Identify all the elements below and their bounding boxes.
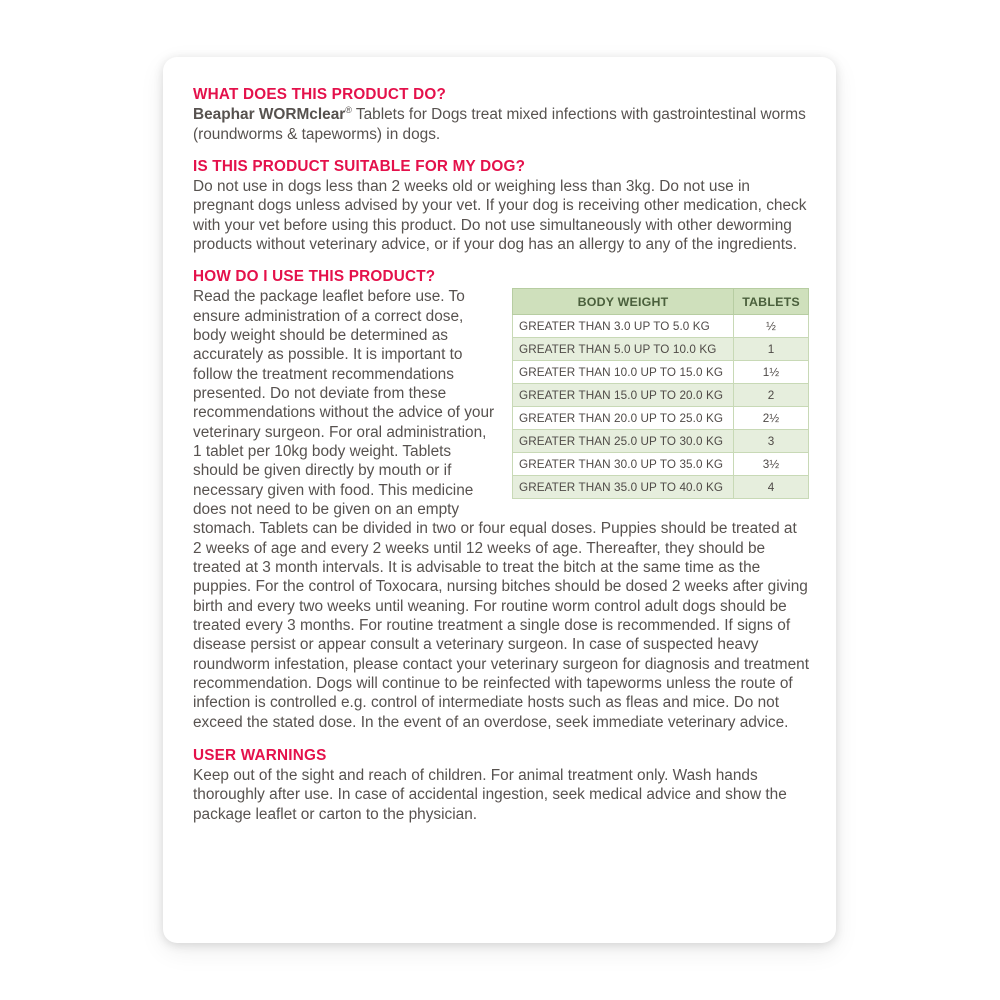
table-row [513,407,809,430]
table-row [513,361,809,384]
cell-body-weight: GREATER THAN 25.0 UP TO 30.0 KG [513,430,734,453]
table-row [513,384,809,407]
cell-body-weight: GREATER THAN 5.0 UP TO 10.0 KG [513,338,734,361]
cell-body-weight: GREATER THAN 20.0 UP TO 25.0 KG [513,407,734,430]
cell-tablets: 2 [734,384,809,407]
section-heading: USER WARNINGS [193,746,327,764]
cell-tablets: ½ [734,315,809,338]
cell-body-weight: GREATER THAN 10.0 UP TO 15.0 KG [513,361,734,384]
section-what-does-this-product-do [193,85,809,144]
cell-body-weight: GREATER THAN 30.0 UP TO 35.0 KG [513,453,734,476]
cell-tablets: 3 [734,430,809,453]
section-heading: HOW DO I USE THIS PRODUCT? [193,268,436,286]
cell-tablets: 2½ [734,407,809,430]
cell-tablets: 4 [734,476,809,499]
section-heading: IS THIS PRODUCT SUITABLE FOR MY DOG? [193,157,526,175]
leaflet-card [163,57,836,943]
dosage-table [512,288,809,499]
column-header-tablets: TABLETS [734,289,809,315]
cell-tablets: 1 [734,338,809,361]
cell-tablets: 3½ [734,453,809,476]
brand-name: Beaphar WORMclear [193,106,346,124]
cell-body-weight: GREATER THAN 15.0 UP TO 20.0 KG [513,384,734,407]
section-body-text: Tablets for Dogs treat mixed infections with gastrointestinal worms (roundworms & tapeworms) in dogs. [193,106,806,143]
section-is-this-product-suitable [193,157,809,254]
section-body: Keep out of the sight and reach of children. For animal treatment only. Wash hands thoroughly after use. In case of accidental ingestion, seek medical advice and show the package leaflet or carton to the physician. [193,767,787,823]
section-user-warnings [193,746,809,824]
leaflet-content [193,85,809,837]
cell-body-weight: GREATER THAN 35.0 UP TO 40.0 KG [513,476,734,499]
cell-tablets: 1½ [734,361,809,384]
section-how-do-i-use-this-product [193,267,809,732]
registered-mark: ® [345,105,352,116]
table-header-row [513,289,809,315]
section-body: Read the package leaflet before use. To ensure administration of a correct dose, body weight should be determined as accurately as possible. It is important to follow the treatment recommendations presented. Do not deviate from these recommendations without the advice of your veterinary surgeon. For oral administration, 1 tablet per 10kg body weight. Tablets should be given directly by mouth or if necessary given with food. This medicine does not need to be given on an empty stomach. Tablets can be divided in two or four equal doses. Puppies should be treated at 2 weeks of age and every 2 weeks until 12 weeks of age. Thereafter, they should be treated at 3 month intervals. It is advisable to treat the bitch at the same time as the puppies. For the control of Toxocara, nursing bitches should be dosed 2 weeks after giving birth and every two weeks until weaning. For routine worm control adult dogs should be treated every 3 months. For routine treatment a single dose is recommended. If signs of disease persist or appear consult a veterinary surgeon. In case of suspected heavy roundworm infestation, please contact your veterinary surgeon for diagnosis and treatment recommendation. Dogs will continue to be reinfected with tapeworms unless the route of infection is controlled e.g. control of intermediate hosts such as fleas and mice. Do not exceed the stated dose. In the event of an overdose, seek immediate veterinary advice. [193,288,809,731]
column-header-body-weight: BODY WEIGHT [513,289,734,315]
table-row [513,476,809,499]
table-row [513,430,809,453]
dosage-table-wrapper [512,288,809,499]
table-row [513,453,809,476]
section-body: Do not use in dogs less than 2 weeks old or weighing less than 3kg. Do not use in pregnant dogs unless advised by your vet. If your dog is receiving other medication, check with your vet before using this product. Do not use simultaneously with other deworming products without veterinary advice, or if your dog has an allergy to any of the ingredients. [193,178,807,253]
section-heading: WHAT DOES THIS PRODUCT DO? [193,86,447,103]
section-body [193,105,809,144]
cell-body-weight: GREATER THAN 3.0 UP TO 5.0 KG [513,315,734,338]
table-row [513,338,809,361]
table-row [513,315,809,338]
